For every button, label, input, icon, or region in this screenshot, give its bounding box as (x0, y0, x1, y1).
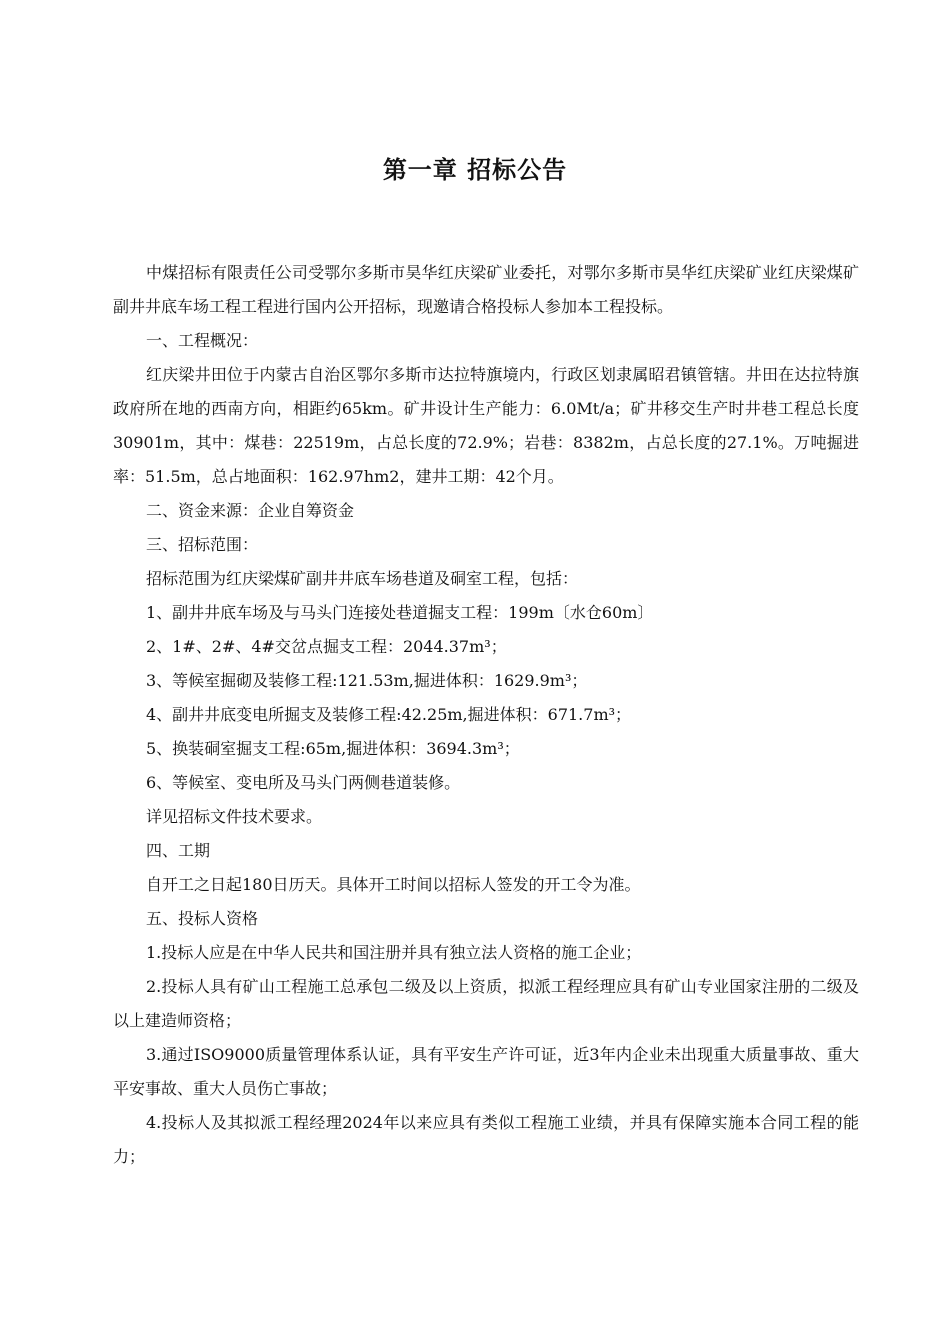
qualification-item: 3.通过ISO9000质量管理体系认证，具有平安生产许可证，近3年内企业未出现重大质量事故、重大平安事故、重大人员伤亡事故； (113, 1045, 859, 1098)
scope-item: 6、等候室、变电所及马头门两侧巷道装修。 (146, 773, 461, 792)
duration-paragraph: 自开工之日起180日历天。具体开工时间以招标人签发的开工令为准。 (146, 875, 641, 894)
page-title: 第一章 招标公告 (382, 156, 568, 184)
section-heading-funding: 二、资金来源：企业自筹资金 (146, 501, 355, 520)
scope-item: 2、1#、2#、4#交岔点掘支工程：2044.37m³； (146, 637, 507, 656)
scope-item: 3、等候室掘砌及装修工程:121.53m,掘进体积：1629.9m³； (146, 671, 588, 690)
intro-paragraph: 中煤招标有限责任公司受鄂尔多斯市昊华红庆梁矿业委托，对鄂尔多斯市昊华红庆梁矿业红庆梁煤矿副井井底车场工程工程进行国内公开招标，现邀请合格投标人参加本工程投标。 (113, 263, 859, 316)
scope-note-paragraph: 详见招标文件技术要求。 (146, 807, 323, 826)
qualification-item: 4.投标人及其拟派工程经理2024年以来应具有类似工程施工业绩，并具有保障实施本合同工程的能力； (113, 1113, 859, 1166)
section-heading-duration: 四、工期 (146, 841, 211, 860)
section-heading-project-overview: 一、工程概况： (146, 331, 259, 350)
document-body (113, 256, 859, 1174)
scope-item: 5、换装硐室掘支工程:65m,掘进体积：3694.3m³； (146, 739, 520, 758)
section-heading-scope: 三、招标范围： (146, 535, 259, 554)
qualification-item: 1.投标人应是在中华人民共和国注册并具有独立法人资格的施工企业； (146, 943, 642, 962)
project-overview-paragraph: 红庆梁井田位于内蒙古自治区鄂尔多斯市达拉特旗境内，行政区划隶属昭君镇管辖。井田在达拉特旗政府所在地的西南方向，相距约65km。矿井设计生产能力：6.0Mt/a；矿井移交生产时井巷工程总长度30901m，其中：煤巷：22519m，占总长度的72.9%；岩巷：8382m，占总长度的27.1%。万吨掘进率：51.5m，总占地面积：162.97hm2，建井工期：42个月。 (113, 365, 859, 486)
scope-item: 4、副井井底变电所掘支及装修工程:42.25m,掘进体积：671.7m³； (146, 705, 632, 724)
qualification-item: 2.投标人具有矿山工程施工总承包二级及以上资质，拟派工程经理应具有矿山专业国家注册的二级及以上建造师资格； (113, 977, 859, 1030)
scope-intro-paragraph: 招标范围为红庆梁煤矿副井井底车场巷道及硐室工程，包括： (146, 569, 579, 588)
section-heading-qualifications: 五、投标人资格 (146, 909, 259, 928)
scope-item: 1、副井井底车场及与马头门连接处巷道掘支工程：199m〔水仓60m〕 (146, 603, 654, 622)
